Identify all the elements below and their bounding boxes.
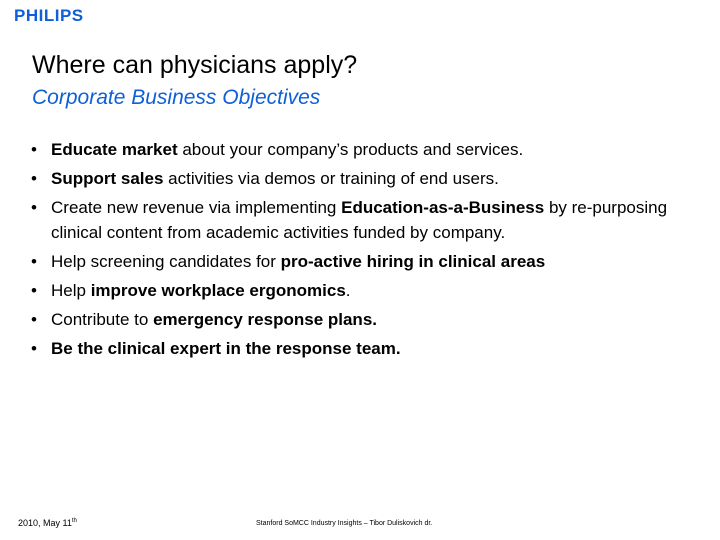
bullet-bold: improve workplace ergonomics — [90, 280, 346, 300]
footer-credit: Stanford SoMCC Industry Insights – Tibor Duliskovich dr. — [256, 520, 433, 527]
philips-logo: PHILIPS — [14, 6, 84, 25]
bullet-bold: Education-as-a-Business — [341, 198, 545, 217]
bullet-dot-icon: • — [31, 140, 37, 159]
bullet-text: . — [345, 280, 351, 300]
bullet-item — [30, 250, 710, 275]
footer-date-text: 2010, May 11 — [18, 518, 72, 528]
bullet-dot-icon: • — [31, 338, 37, 358]
objectives-list — [30, 138, 710, 366]
bullet-bold: emergency response plans. — [153, 309, 377, 329]
bullet-dot-icon: • — [31, 198, 37, 217]
footer-date-suffix: th — [71, 518, 77, 524]
bullet-dot-icon: • — [31, 280, 37, 300]
bullet-pre: Contribute to — [51, 309, 154, 329]
bullet-item — [30, 138, 710, 163]
bullet-text: by re-purposing clinical content from academic activities funded by company. — [51, 198, 668, 242]
bullet-text: about your company’s products and services. — [177, 140, 524, 159]
bullet-dot-icon: • — [31, 169, 37, 188]
bullet-item — [30, 167, 710, 192]
bullet-pre: Create new revenue via implementing — [51, 198, 342, 217]
bullet-dot-icon: • — [31, 251, 37, 271]
page-subtitle: Corporate Business Objectives — [32, 86, 321, 109]
bullet-bold: Be the clinical expert in the response team. — [51, 338, 401, 358]
bullet-dot-icon: • — [31, 309, 37, 329]
bullet-item — [30, 337, 710, 362]
bullet-pre: Help — [51, 280, 91, 300]
footer-date — [18, 518, 77, 528]
bullet-bold: pro-active hiring in clinical areas — [280, 251, 546, 271]
bullet-item — [30, 279, 710, 304]
bullet-bold: Educate market — [51, 140, 178, 159]
bullet-item — [30, 196, 710, 245]
bullet-bold: Support sales — [51, 169, 164, 188]
page-title: Where can physicians apply? — [32, 51, 358, 79]
bullet-item — [30, 308, 710, 333]
bullet-text: activities via demos or training of end users. — [163, 169, 499, 188]
bullet-pre: Help screening candidates for — [51, 251, 281, 271]
